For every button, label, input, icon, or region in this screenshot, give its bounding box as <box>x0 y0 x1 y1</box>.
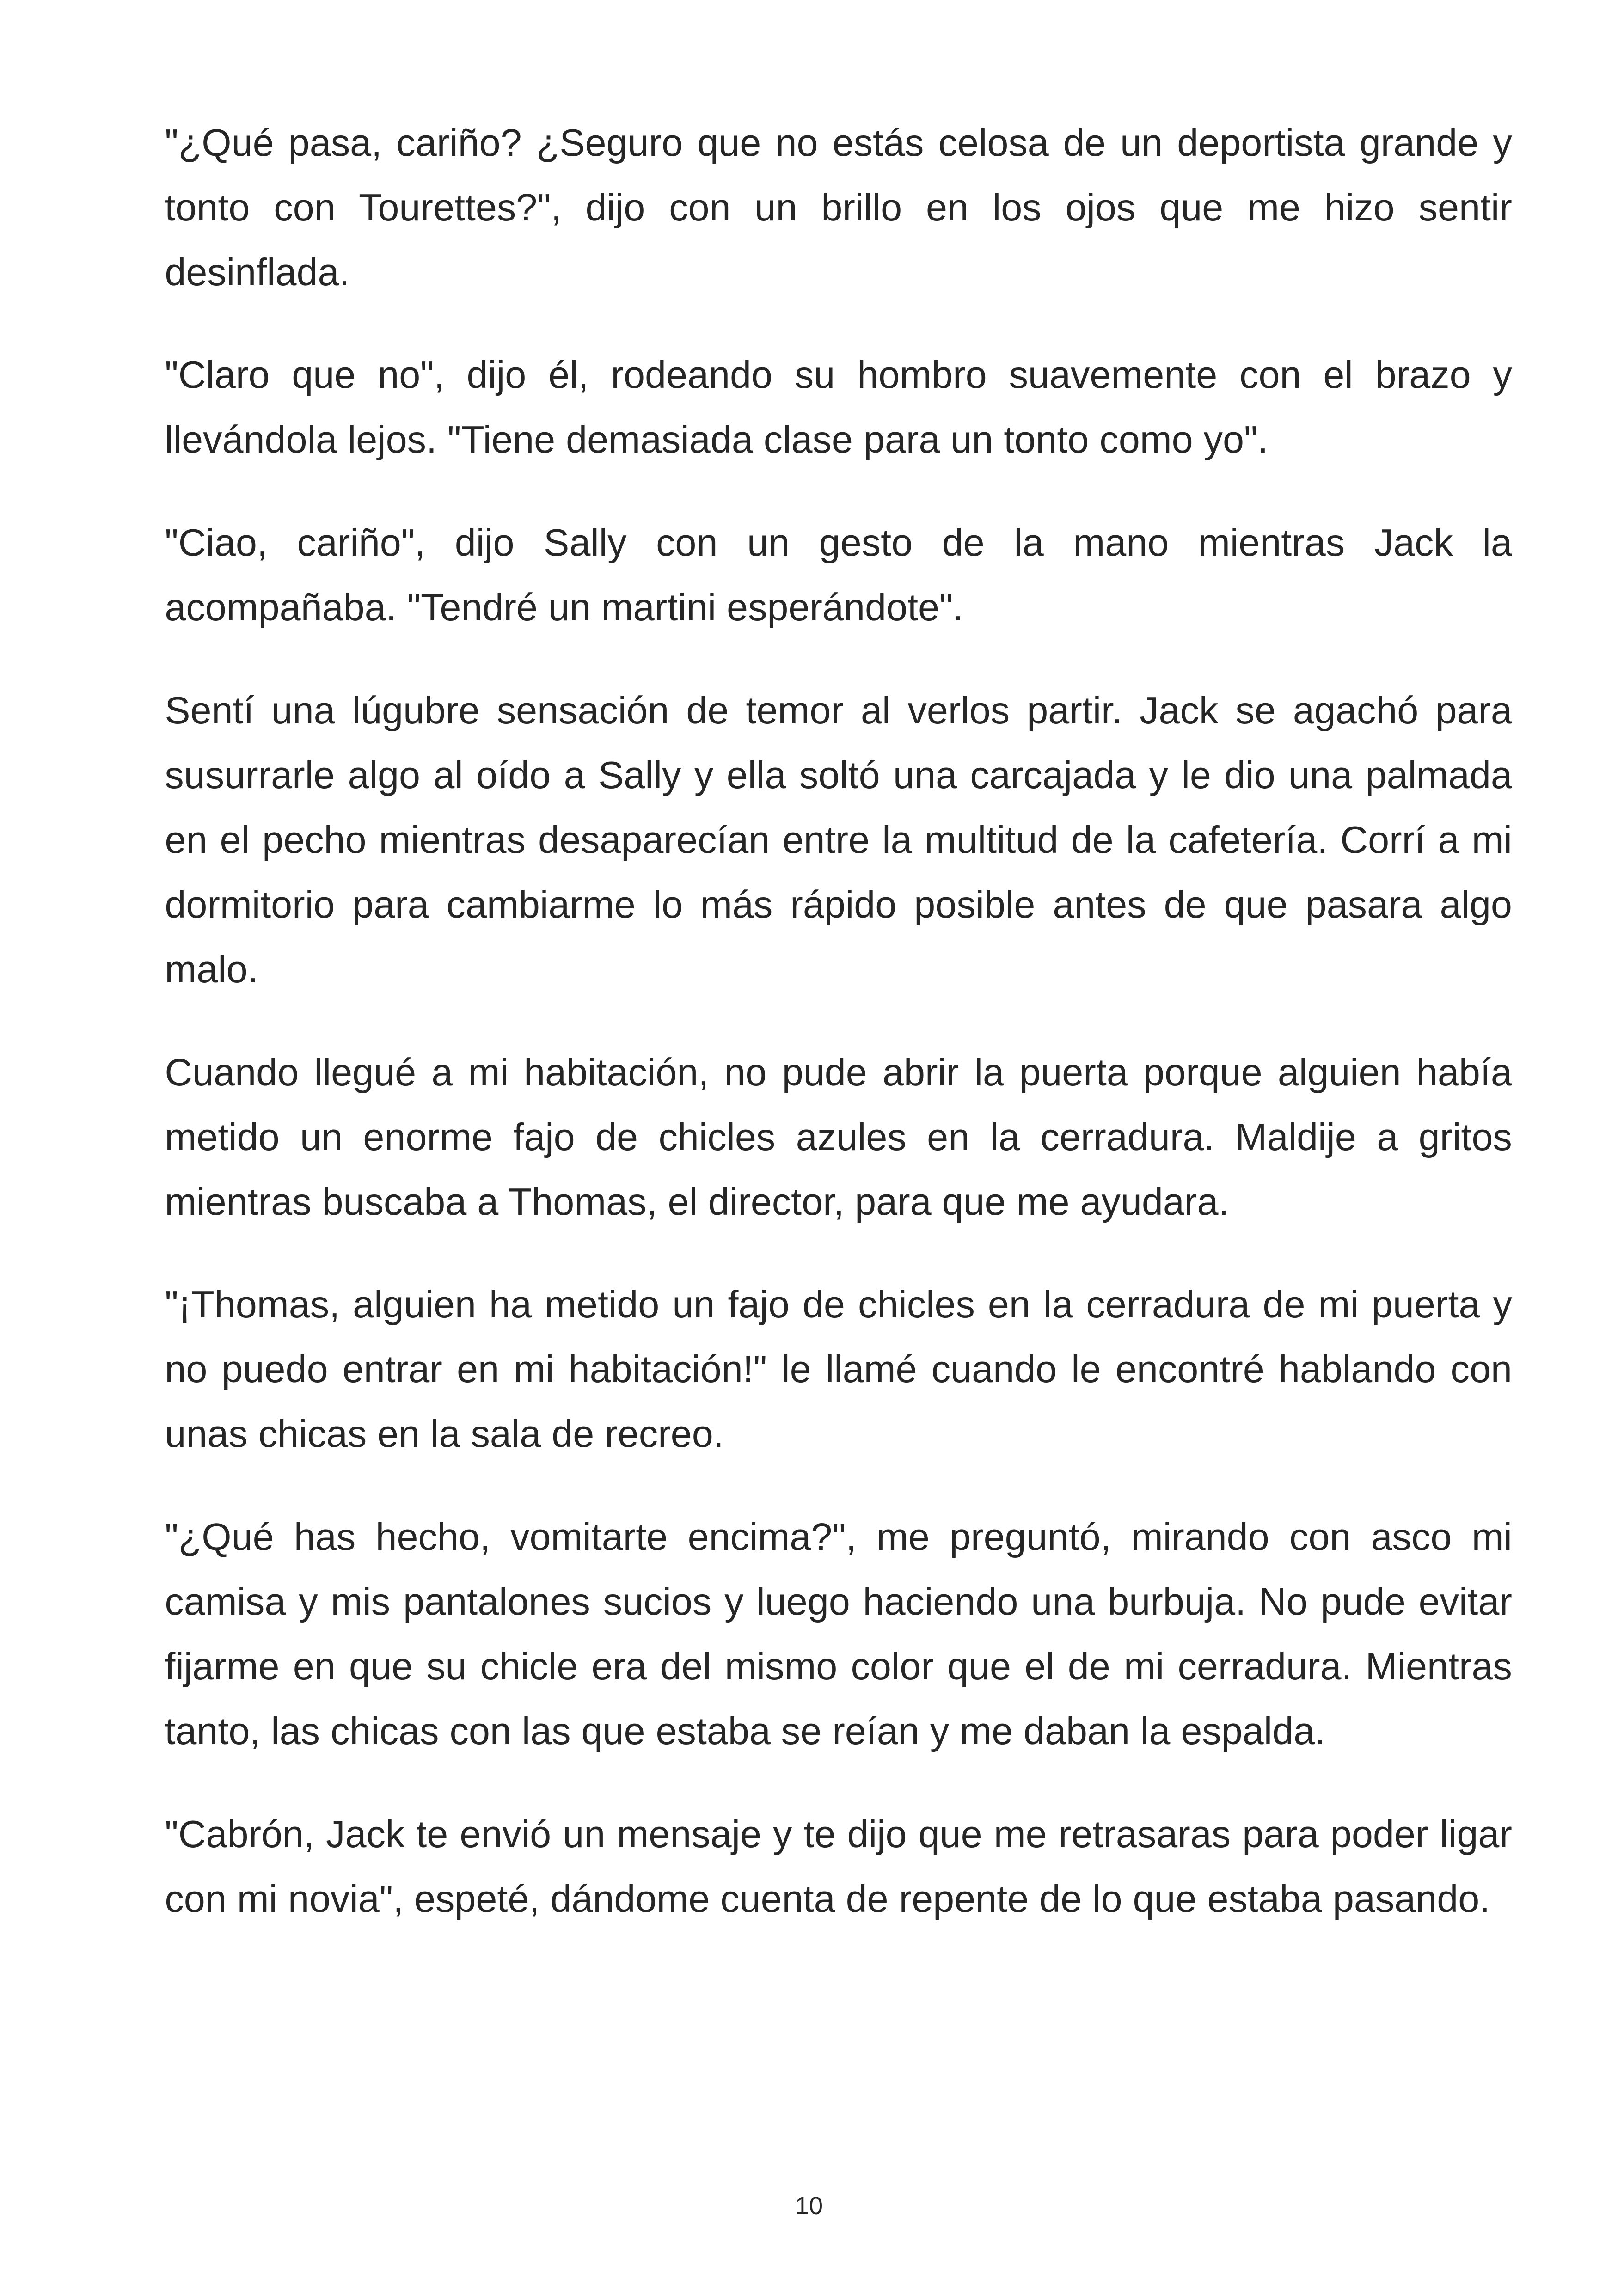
paragraph: "Claro que no", dijo él, rodeando su hombro suavemente con el brazo y llevándola lejos. "Tiene demasiada clase para un tonto como yo". <box>165 353 1512 461</box>
page-number: 10 <box>795 2192 823 2220</box>
paragraph: Cuando llegué a mi habitación, no pude abrir la puerta porque alguien había metido un enorme fajo de chicles azules en la cerradura. Maldije a gritos mientras buscaba a Thomas, el director, para que me ayudara. <box>165 1050 1512 1223</box>
body-text <box>165 110 1512 1970</box>
paragraph: "¿Qué has hecho, vomitarte encima?", me preguntó, mirando con asco mi camisa y mis pantalones sucios y luego haciendo una burbuja. No pude evitar fijarme en que su chicle era del mismo color que el de mi cerradura. Mientras tanto, las chicas con las que estaba se reían y me daban la espalda. <box>165 1515 1512 1752</box>
paragraph: "¡Thomas, alguien ha metido un fajo de chicles en la cerradura de mi puerta y no puedo entrar en mi habitación!" le llamé cuando le encontré hablando con unas chicas en la sala de recreo. <box>165 1283 1512 1456</box>
paragraph: Sentí una lúgubre sensación de temor al verlos partir. Jack se agachó para susurrarle algo al oído a Sally y ella soltó una carcajada y le dio una palmada en el pecho mientras desaparecían entre la multitud de la cafetería. Corrí a mi dormitorio para cambiarme lo más rápido posible antes de que pasara algo malo. <box>165 688 1512 991</box>
paragraph: "¿Qué pasa, cariño? ¿Seguro que no estás celosa de un deportista grande y tonto con Tourettes?", dijo con un brillo en los ojos que me hizo sentir desinflada. <box>165 121 1512 294</box>
paragraph: "Ciao, cariño", dijo Sally con un gesto de la mano mientras Jack la acompañaba. "Tendré un martini esperándote". <box>165 521 1512 629</box>
paragraph: "Cabrón, Jack te envió un mensaje y te dijo que me retrasaras para poder ligar con mi novia", espeté, dándome cuenta de repente de lo que estaba pasando. <box>165 1812 1512 1920</box>
